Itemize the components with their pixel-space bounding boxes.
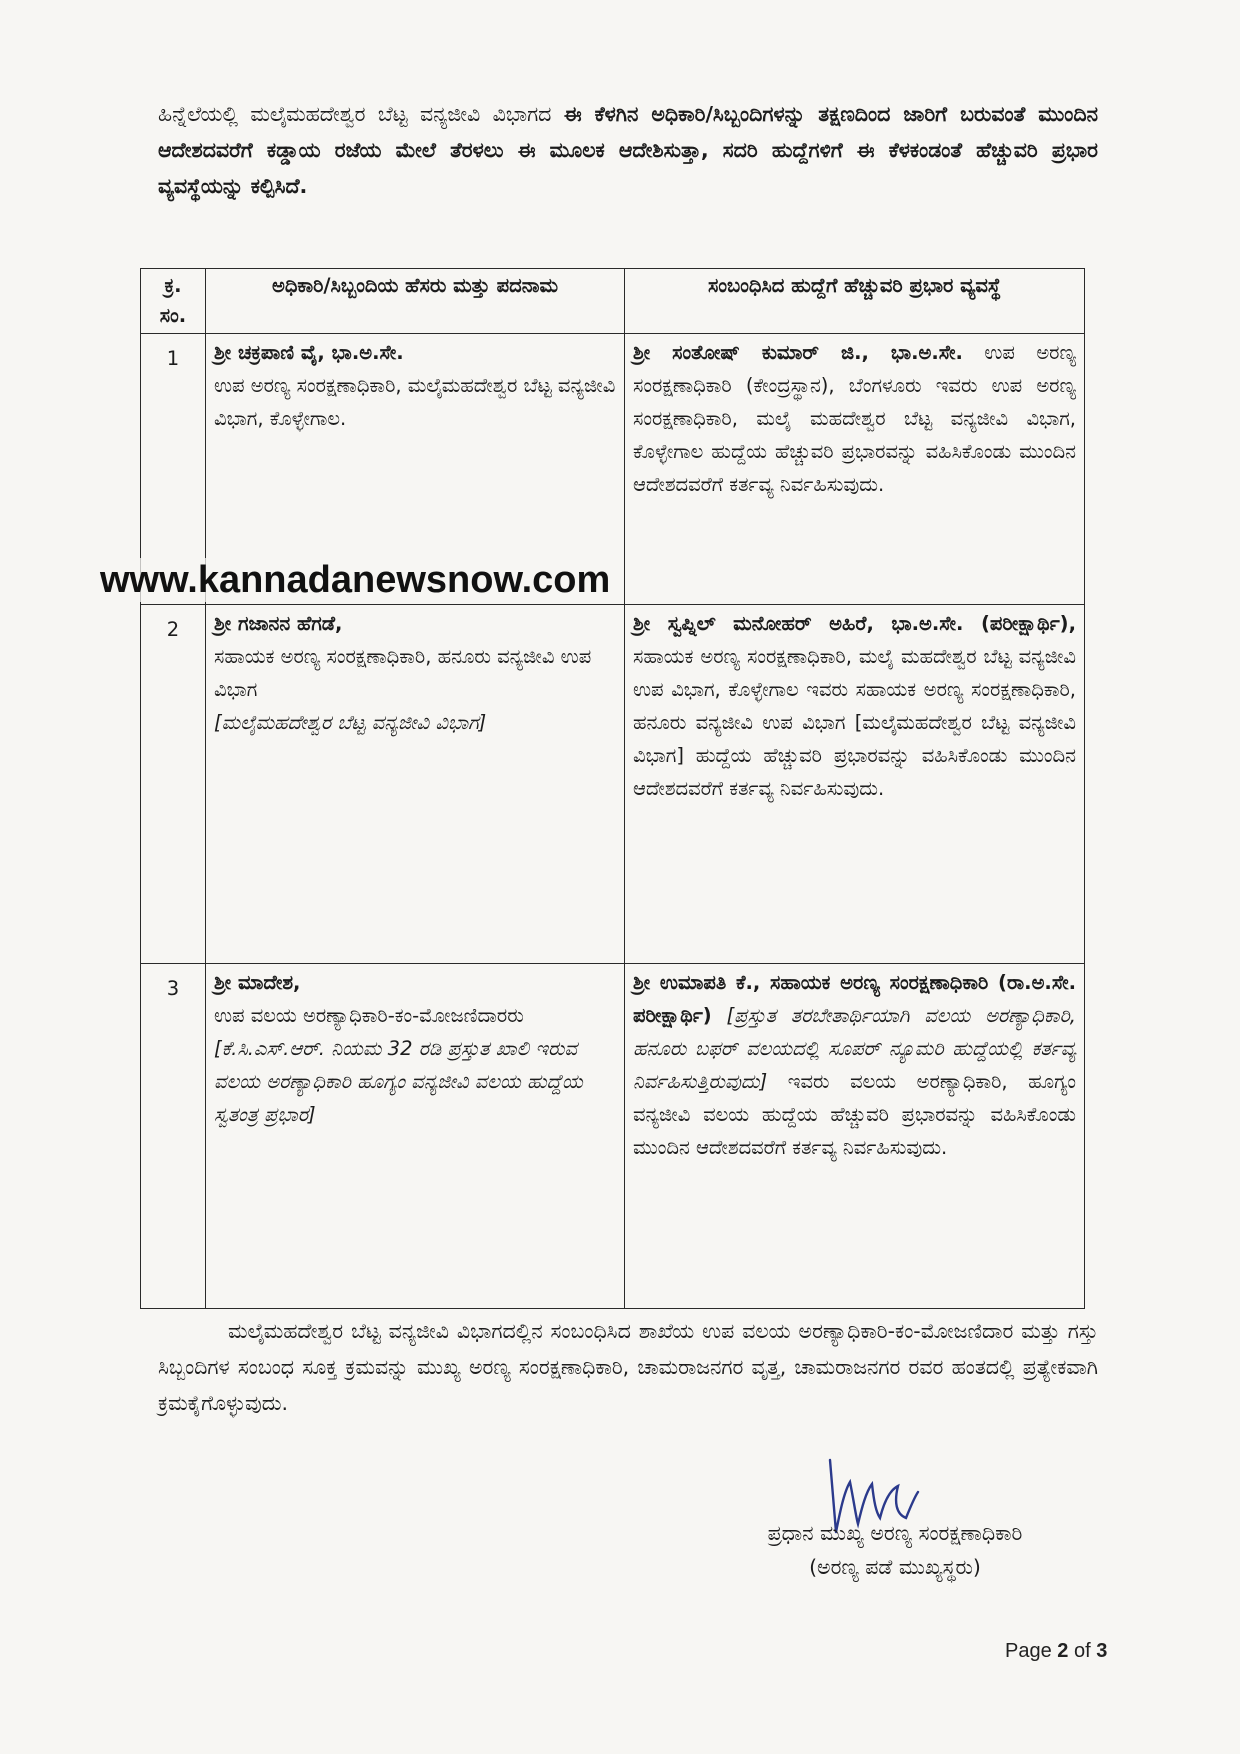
- officer-designation: ಉಪ ವಲಯ ಅರಣ್ಯಾಧಿಕಾರಿ-ಕಂ-ಮೋಜಣಿದಾರರು: [214, 1004, 524, 1027]
- officer-note: [ಮಲೈಮಹದೇಶ್ವರ ಬೆಟ್ಟ ವನ್ಯಜೀವಿ ವಿಭಾಗ]: [214, 711, 487, 734]
- table-row: [141, 964, 1085, 1309]
- closing-paragraph: ಮಲೈಮಹದೇಶ್ವರ ಬೆಟ್ಟ ವನ್ಯಜೀವಿ ವಿಭಾಗದಲ್ಲಿನ ಸಂಬಂಧಿಸಿದ ಶಾಖೆಯ ಉಪ ವಲಯ ಅರಣ್ಯಾಧಿಕಾರಿ-ಕಂ-ಮೋಜಣಿದಾರ ಮತ್ತು ಗಸ್ತು ಸಿಬ್ಬಂದಿಗಳ ಸಂಬಂಧ ಸೂಕ್ತ ಕ್ರಮವನ್ನು ಮುಖ್ಯ ಅರಣ್ಯ ಸಂರಕ್ಷಣಾಧಿಕಾರಿ, ಚಾಮರಾಜನಗರ ವೃತ್ತ, ಚಾಮರಾಜನಗರ ರವರ ಹಂತದಲ್ಲಿ ಪ್ರತ್ಯೇಕವಾಗಿ ಕ್ರಮಕೈಗೊಳ್ಳುವುದು.: [158, 1319, 1098, 1415]
- signatory-designation: ಪ್ರಧಾನ ಮುಖ್ಯ ಅರಣ್ಯ ಸಂರಕ್ಷಣಾಧಿಕಾರಿ: [767, 1521, 1023, 1545]
- signature-block: [690, 1516, 1100, 1584]
- page-number-prefix: Page: [1005, 1640, 1058, 1662]
- row-serial: 3: [141, 964, 206, 1309]
- officer-name: ಶ್ರೀ ಮಾದೇಶ,: [214, 971, 301, 994]
- charge-arrangement-table: [140, 268, 1085, 1309]
- arrangement-officer: ಶ್ರೀ ಉಮಾಪತಿ ಕೆ., ಸಹಾಯಕ ಅರಣ್ಯ ಸಂರಕ್ಷಣಾಧಿಕಾರಿ (ರಾ.ಅ.ಸೇ. ಪರೀಕ್ಷಾರ್ಥಿ): [633, 971, 1076, 1027]
- page-number-mid: of: [1068, 1640, 1097, 1662]
- page-number: [1005, 1640, 1107, 1663]
- table-header-row: [141, 269, 1085, 334]
- header-arrangement: ಸಂಬಂಧಿಸಿದ ಹುದ್ದೆಗೆ ಹೆಚ್ಚುವರಿ ಪ್ರಭಾರ ವ್ಯವಸ್ಥೆ: [625, 269, 1085, 334]
- intro-paragraph: [158, 96, 1098, 204]
- row-officer: [206, 964, 625, 1309]
- arrangement-note: [ಪ್ರಸ್ತುತ ತರಬೇತಾರ್ಥಿಯಾಗಿ ವಲಯ ಅರಣ್ಯಾಧಿಕಾರಿ, ಹನೂರು ಬಫರ್ ವಲಯದಲ್ಲಿ ಸೂಪರ್ ನ್ಯೂಮರಿ ಹುದ್ದೆಯಲ್ಲಿ ಕರ್ತವ್ಯ ನಿರ್ವಹಿಸುತ್ತಿರುವುದು]: [633, 1004, 1076, 1093]
- page-number-current: 2: [1057, 1640, 1069, 1662]
- watermark-text: www.kannadanewsnow.com: [96, 558, 614, 602]
- intro-text: ಹಿನ್ನೆಲೆಯಲ್ಲಿ ಮಲೈಮಹದೇಶ್ವರ ಬೆಟ್ಟ ವನ್ಯಜೀವಿ ವಿಭಾಗದ: [158, 102, 564, 126]
- header-serial: ಕ್ರ. ಸಂ.: [141, 269, 206, 334]
- officer-designation: ಸಹಾಯಕ ಅರಣ್ಯ ಸಂರಕ್ಷಣಾಧಿಕಾರಿ, ಹನೂರು ವನ್ಯಜೀವಿ ಉಪ ವಿಭಾಗ: [214, 645, 592, 701]
- arrangement-text: ಉಪ ಅರಣ್ಯ ಸಂರಕ್ಷಣಾಧಿಕಾರಿ (ಕೇಂದ್ರಸ್ಥಾನ), ಬೆಂಗಳೂರು ಇವರು ಉಪ ಅರಣ್ಯ ಸಂರಕ್ಷಣಾಧಿಕಾರಿ, ಮಲೈ ಮಹದೇಶ್ವರ ಬೆಟ್ಟ ವನ್ಯಜೀವಿ ವಿಭಾಗ, ಕೊಳ್ಳೇಗಾಲ ಹುದ್ದೆಯ ಹೆಚ್ಚುವರಿ ಪ್ರಭಾರವನ್ನು ವಹಿಸಿಕೊಂಡು ಮುಂದಿನ ಆದೇಶದವರೆಗೆ ಕರ್ತವ್ಯ ನಿರ್ವಹಿಸುವುದು.: [633, 341, 1076, 496]
- row-arrangement: [625, 605, 1085, 964]
- row-officer: [206, 605, 625, 964]
- officer-designation: ಉಪ ಅರಣ್ಯ ಸಂರಕ್ಷಣಾಧಿಕಾರಿ, ಮಲೈಮಹದೇಶ್ವರ ಬೆಟ್ಟ ವನ್ಯಜೀವಿ ವಿಭಾಗ, ಕೊಳ್ಳೇಗಾಲ.: [214, 374, 616, 430]
- row-arrangement: [625, 964, 1085, 1309]
- page-number-total: 3: [1096, 1640, 1108, 1662]
- arrangement-text: ಸಹಾಯಕ ಅರಣ್ಯ ಸಂರಕ್ಷಣಾಧಿಕಾರಿ, ಮಲೈ ಮಹದೇಶ್ವರ ಬೆಟ್ಟ ವನ್ಯಜೀವಿ ಉಪ ವಿಭಾಗ, ಕೊಳ್ಳೇಗಾಲ ಇವರು ಸಹಾಯಕ ಅರಣ್ಯ ಸಂರಕ್ಷಣಾಧಿಕಾರಿ, ಹನೂರು ವನ್ಯಜೀವಿ ಉಪ ವಿಭಾಗ [ಮಲೈಮಹದೇಶ್ವರ ಬೆಟ್ಟ ವನ್ಯಜೀವಿ ವಿಭಾಗ] ಹುದ್ದೆಯ ಹೆಚ್ಚುವರಿ ಪ್ರಭಾರವನ್ನು ವಹಿಸಿಕೊಂಡು ಮುಂದಿನ ಆದೇಶದವರೆಗೆ ಕರ್ತವ್ಯ ನಿರ್ವಹಿಸುವುದು.: [633, 645, 1076, 800]
- table-row: [141, 605, 1085, 964]
- row-arrangement: [625, 334, 1085, 605]
- arrangement-officer: ಶ್ರೀ ಸಂತೋಷ್ ಕುಮಾರ್ ಜಿ., ಭಾ.ಅ.ಸೇ.: [633, 341, 963, 364]
- officer-note: [ಕೆ.ಸಿ.ಎಸ್.ಆರ್. ನಿಯಮ 32 ರಡಿ ಪ್ರಸ್ತುತ ಖಾಲಿ ಇರುವ ವಲಯ ಅರಣ್ಯಾಧಿಕಾರಿ ಹೂಗ್ಯಂ ವನ್ಯಜೀವಿ ವಲಯ ಹುದ್ದೆಯ ಸ್ವತಂತ್ರ ಪ್ರಭಾರ]: [214, 1037, 583, 1126]
- signatory-sub-designation: (ಅರಣ್ಯ ಪಡೆ ಮುಖ್ಯಸ್ಥರು): [809, 1555, 981, 1579]
- header-officer: ಅಧಿಕಾರಿ/ಸಿಬ್ಬಂದಿಯ ಹೆಸರು ಮತ್ತು ಪದನಾಮ: [206, 269, 625, 334]
- officer-name: ಶ್ರೀ ಗಜಾನನ ಹೆಗಡೆ,: [214, 612, 343, 635]
- row-serial: 2: [141, 605, 206, 964]
- arrangement-text: ಇವರು ವಲಯ ಅರಣ್ಯಾಧಿಕಾರಿ, ಹೂಗ್ಯಂ ವನ್ಯಜೀವಿ ವಲಯ ಹುದ್ದೆಯ ಹೆಚ್ಚುವರಿ ಪ್ರಭಾರವನ್ನು ವಹಿಸಿಕೊಂಡು ಮುಂದಿನ ಆದೇಶದವರೆಗೆ ಕರ್ತವ್ಯ ನಿರ್ವಹಿಸುವುದು.: [633, 1070, 1076, 1159]
- row-serial: 1: [141, 334, 206, 605]
- intro-bold-text: ಈ ಕೆಳಗಿನ ಅಧಿಕಾರಿ/ಸಿಬ್ಬಂದಿಗಳನ್ನು ತಕ್ಷಣದಿಂದ ಜಾರಿಗೆ ಬರುವಂತೆ ಮುಂದಿನ ಆದೇಶದವರೆಗೆ ಕಡ್ಡಾಯ ರಜೆಯ ಮೇಲೆ ತೆರಳಲು ಈ ಮೂಲಕ ಆದೇಶಿಸುತ್ತಾ, ಸದರಿ ಹುದ್ದೆಗಳಿಗೆ ಈ ಕೆಳಕಂಡಂತೆ ಹೆಚ್ಚುವರಿ ಪ್ರಭಾರ ವ್ಯವಸ್ಥೆಯನ್ನು ಕಲ್ಪಿಸಿದೆ.: [158, 102, 1099, 198]
- arrangement-officer: ಶ್ರೀ ಸ್ವಪ್ನಿಲ್ ಮನೋಹರ್ ಅಹಿರೆ, ಭಾ.ಅ.ಸೇ. (ಪರೀಕ್ಷಾರ್ಥಿ),: [633, 612, 1076, 635]
- officer-name: ಶ್ರೀ ಚಕ್ರಪಾಣಿ ವೈ, ಭಾ.ಅ.ಸೇ.: [214, 341, 404, 364]
